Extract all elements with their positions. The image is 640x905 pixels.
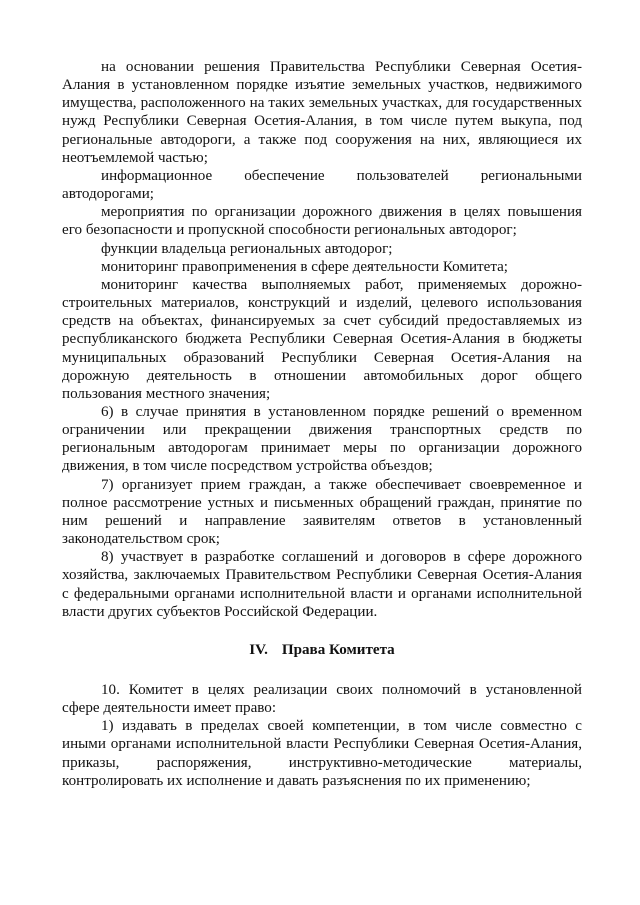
paragraph: 1) издавать в пределах своей компетенции, в том числе совместно с иными органами исполнительной власти Республики Северная Осетия-Алания, приказы, распоряжения, инструктивно-методические материалы, контролировать их исполнение и давать разъяснения по их применению; — [62, 718, 582, 789]
paragraph: 6) в случае принятия в установленном порядке решений о временном ограничении или прекращении движения транспортных средств по региональным автодорогам принимает меры по организации дорожного движения, в том числе посредством устройства объездов; — [62, 403, 582, 475]
paragraph: мероприятия по организации дорожного движения в целях повышения его безопасности и пропускной способности региональных автодорог; — [62, 204, 582, 239]
document-page — [62, 58, 582, 790]
paragraph: мониторинг правоприменения в сфере деятельности Комитета; — [101, 258, 508, 275]
section-number: IV. — [249, 641, 268, 658]
paragraph: 7) организует прием граждан, а также обеспечивает своевременное и полное рассмотрение устных и письменных обращений граждан, принятие по ним решений и направление заявителям ответов в установленный законодательством срок; — [62, 476, 582, 548]
paragraph: 10. Комитет в целях реализации своих полномочий в установленной сфере деятельности имеет право: — [62, 682, 582, 717]
paragraph: функции владельца региональных автодорог; — [101, 240, 393, 257]
paragraph: 8) участвует в разработке соглашений и договоров в сфере дорожного хозяйства, заключаемых Правительством Республики Северная Осетия-Алания с федеральными органами исполнительной власти и органами исполнительной власти других субъектов Российской Федерации. — [62, 549, 582, 620]
section-heading — [62, 641, 582, 659]
paragraph: информационное обеспечение пользователей региональными автодорогами; — [62, 167, 582, 203]
section-title: Права Комитета — [281, 641, 395, 658]
paragraph: мониторинг качества выполняемых работ, применяемых дорожно-строительных материалов, конструкций и изделий, целевого использования средств на объектах, финансируемых за счет субсидий предоставляемых из республиканского бюджета Республики Северная Осетия-Алания в бюджеты муниципальных образований Республики Северная Осетия-Алания на дорожную деятельность в отношении автомобильных дорог общего пользования местного значения; — [62, 276, 582, 402]
paragraph: на основании решения Правительства Республики Северная Осетия-Алания в установленном порядке изъятие земельных участков, недвижимого имущества, расположенного на таких земельных участках, для государственных нужд Республики Северная Осетия-Алания, в том числе путем выкупа, под региональные автодороги, а также под сооружения на них, являющиеся их неотъемлемой частью; — [62, 59, 582, 166]
